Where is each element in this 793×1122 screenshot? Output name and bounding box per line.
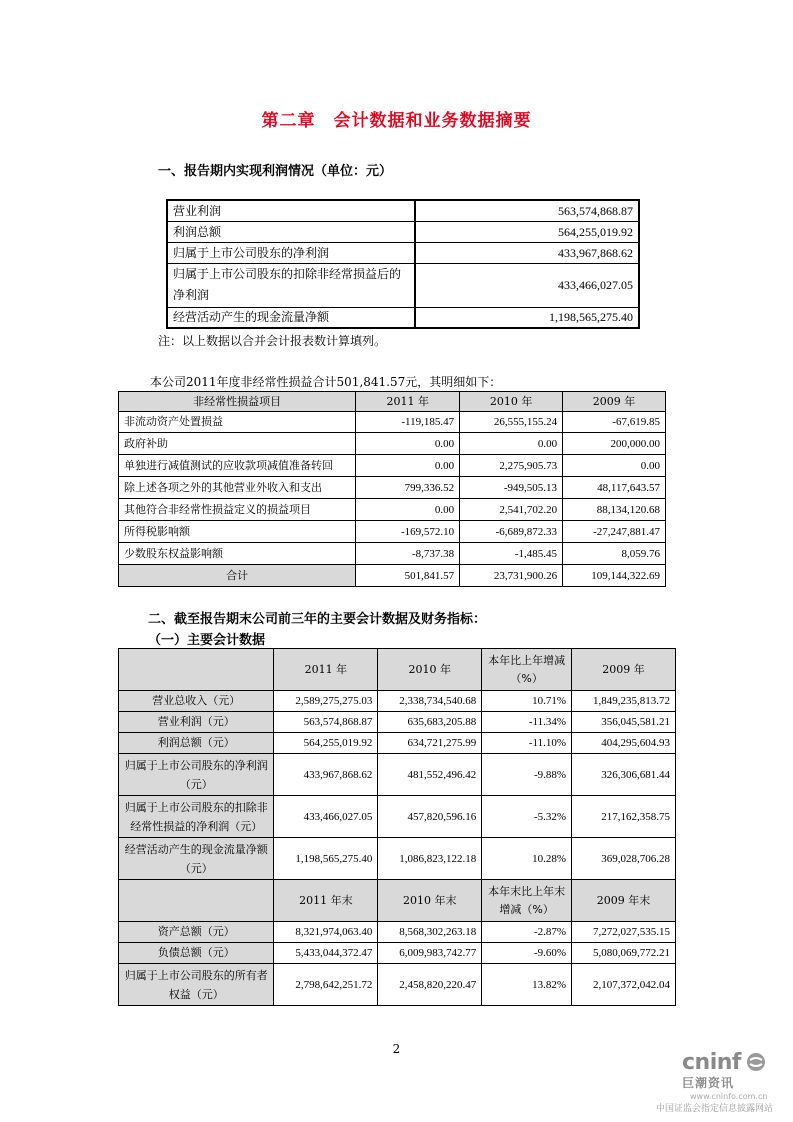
cell-value: -9.88% xyxy=(482,754,572,796)
cell-value: 48,117,643.57 xyxy=(563,477,666,499)
section2-subheading: （一）主要会计数据 xyxy=(148,633,266,648)
table-row xyxy=(119,543,666,565)
column-header: 2011 年 xyxy=(274,649,378,691)
table-row xyxy=(119,964,676,1006)
row-item: 合计 xyxy=(119,565,356,587)
row-item: 单独进行减值测试的应收款项减值准备转回 xyxy=(119,455,356,477)
row-value: 1,198,565,275.40 xyxy=(415,307,639,328)
row-item: 资产总额（元） xyxy=(119,922,274,943)
cell-value: 457,820,596.16 xyxy=(378,796,482,838)
cell-value: -949,505.13 xyxy=(460,477,563,499)
cell-value: -5.32% xyxy=(482,796,572,838)
cell-value: -11.10% xyxy=(482,733,572,754)
section1-note: 注：以上数据以合并会计报表数计算填列。 xyxy=(158,334,387,348)
row-value: 433,967,868.62 xyxy=(415,242,639,263)
row-item: 非流动资产处置损益 xyxy=(119,412,356,433)
chapter-number: 第二章 xyxy=(261,111,316,131)
cell-value: 2,458,820,220.47 xyxy=(378,964,482,1006)
row-value: 564,255,019.92 xyxy=(415,221,639,242)
cell-value: 563,574,868.87 xyxy=(274,712,378,733)
table-row xyxy=(167,200,639,221)
cell-value: 501,841.57 xyxy=(356,565,460,587)
cell-value: 356,045,581.21 xyxy=(572,712,676,733)
cell-value: 26,555,155.24 xyxy=(460,412,563,433)
table-row xyxy=(119,433,666,455)
cell-value: 0.00 xyxy=(460,433,563,455)
table-row xyxy=(167,221,639,242)
table-row xyxy=(119,455,666,477)
column-header: 2010 年末 xyxy=(378,880,482,922)
table-row xyxy=(167,263,639,307)
row-item: 其他符合非经常性损益定义的损益项目 xyxy=(119,499,356,521)
table-row xyxy=(119,499,666,521)
cell-value: 1,086,823,122.18 xyxy=(378,838,482,880)
page-number: 2 xyxy=(392,1042,401,1056)
cell-value: -1,485.45 xyxy=(460,543,563,565)
table-header-row xyxy=(119,649,676,691)
column-header: 2010 年 xyxy=(460,392,563,412)
cell-value: 2,107,372,042.04 xyxy=(572,964,676,1006)
table-header-row xyxy=(119,880,676,922)
table-row xyxy=(119,796,676,838)
row-item: 归属于上市公司股东的扣除非经常性损益的净利润（元） xyxy=(119,796,274,838)
chapter-name: 会计数据和业务数据摘要 xyxy=(333,111,532,131)
cell-value: 481,552,496.42 xyxy=(378,754,482,796)
brand-logo: cninf xyxy=(682,1050,741,1075)
cell-value: 0.00 xyxy=(356,455,460,477)
cell-value: 404,295,604.93 xyxy=(572,733,676,754)
cell-value: 1,198,565,275.40 xyxy=(274,838,378,880)
cell-value: 7,272,027,535.15 xyxy=(572,922,676,943)
cell-value: 217,162,358.75 xyxy=(572,796,676,838)
cell-value: 8,059.76 xyxy=(563,543,666,565)
row-value: 433,466,027.05 xyxy=(415,263,639,307)
cell-value: 369,028,706.28 xyxy=(572,838,676,880)
cell-value: -6,689,872.33 xyxy=(460,521,563,543)
cell-value: 109,144,322.69 xyxy=(563,565,666,587)
cell-value: 0.00 xyxy=(356,499,460,521)
cell-value: 23,731,900.26 xyxy=(460,565,563,587)
table-row xyxy=(167,242,639,263)
row-item: 政府补助 xyxy=(119,433,356,455)
row-label: 经营活动产生的现金流量净额 xyxy=(167,307,415,328)
profit-summary-table xyxy=(166,199,640,329)
cell-value: 2,338,734,540.68 xyxy=(378,691,482,712)
column-header: 2011 年末 xyxy=(274,880,378,922)
chapter-title xyxy=(0,106,793,131)
cell-value: -27,247,881.47 xyxy=(563,521,666,543)
cell-value: -119,185.47 xyxy=(356,412,460,433)
row-item: 除上述各项之外的其他营业外收入和支出 xyxy=(119,477,356,499)
cell-value: 2,275,905.73 xyxy=(460,455,563,477)
cell-value: -8,737.38 xyxy=(356,543,460,565)
column-header xyxy=(119,880,274,922)
cell-value: 2,589,275,275.03 xyxy=(274,691,378,712)
table-row xyxy=(119,412,666,433)
column-header: 非经常性损益项目 xyxy=(119,392,356,412)
row-item: 营业总收入（元） xyxy=(119,691,274,712)
section2-heading: 二、截至报告期末公司前三年的主要会计数据及财务指标： xyxy=(148,612,487,627)
cell-value: 1,849,235,813.72 xyxy=(572,691,676,712)
cell-value: 8,321,974,063.40 xyxy=(274,922,378,943)
row-item: 负债总额（元） xyxy=(119,943,274,964)
cell-value: 0.00 xyxy=(356,433,460,455)
cell-value: -9.60% xyxy=(482,943,572,964)
cell-value: 88,134,120.68 xyxy=(563,499,666,521)
table-row xyxy=(119,838,676,880)
column-header xyxy=(119,649,274,691)
row-label: 营业利润 xyxy=(167,200,415,221)
row-item: 经营活动产生的现金流量净额（元） xyxy=(119,838,274,880)
column-header: 本年比上年增减（%） xyxy=(482,649,572,691)
row-label: 归属于上市公司股东的扣除非经常损益后的净利润 xyxy=(167,263,415,307)
table-row xyxy=(119,712,676,733)
table-row xyxy=(119,754,676,796)
row-item: 少数股东权益影响额 xyxy=(119,543,356,565)
row-item: 所得税影响额 xyxy=(119,521,356,543)
nonrecurring-table xyxy=(118,391,666,587)
cell-value: 564,255,019.92 xyxy=(274,733,378,754)
column-header: 2010 年 xyxy=(378,649,482,691)
table-row xyxy=(119,691,676,712)
row-value: 563,574,868.87 xyxy=(415,200,639,221)
cell-value: 799,336.52 xyxy=(356,477,460,499)
cell-value: 326,306,681.44 xyxy=(572,754,676,796)
row-label: 归属于上市公司股东的净利润 xyxy=(167,242,415,263)
cell-value: 6,009,983,742.77 xyxy=(378,943,482,964)
table-row xyxy=(119,943,676,964)
nonrecurring-intro: 本公司2011年度非经常性损益合计501,841.57元，其明细如下： xyxy=(150,375,502,389)
cell-value: 634,721,275.99 xyxy=(378,733,482,754)
cell-value: 5,433,044,372.47 xyxy=(274,943,378,964)
table-total-row xyxy=(119,565,666,587)
cell-value: 635,683,205.88 xyxy=(378,712,482,733)
row-item: 营业利润（元） xyxy=(119,712,274,733)
brand-url: www.cninfo.com.cn xyxy=(690,1092,768,1101)
column-header: 2009 年末 xyxy=(572,880,676,922)
row-label: 利润总额 xyxy=(167,221,415,242)
cell-value: 2,798,642,251.72 xyxy=(274,964,378,1006)
brand-tagline: 中国证监会指定信息披露网站 xyxy=(656,1104,774,1114)
cell-value: 5,080,069,772.21 xyxy=(572,943,676,964)
column-header: 2011 年 xyxy=(356,392,460,412)
cell-value: -169,572.10 xyxy=(356,521,460,543)
cell-value: 433,466,027.05 xyxy=(274,796,378,838)
section1-heading: 一、报告期内实现利润情况（单位：元） xyxy=(158,164,393,179)
column-header: 2009 年 xyxy=(572,649,676,691)
row-item: 利润总额（元） xyxy=(119,733,274,754)
cell-value: 0.00 xyxy=(563,455,666,477)
table-row xyxy=(167,307,639,328)
brand-swirl-icon xyxy=(746,1052,766,1072)
cell-value: -2.87% xyxy=(482,922,572,943)
column-header: 2009 年 xyxy=(563,392,666,412)
cell-value: 10.28% xyxy=(482,838,572,880)
row-item: 归属于上市公司股东的净利润（元） xyxy=(119,754,274,796)
table-row xyxy=(119,922,676,943)
column-header: 本年末比上年末增减（%） xyxy=(482,880,572,922)
table-row xyxy=(119,733,676,754)
row-item: 归属于上市公司股东的所有者权益（元） xyxy=(119,964,274,1006)
cell-value: 200,000.00 xyxy=(563,433,666,455)
cell-value: 433,967,868.62 xyxy=(274,754,378,796)
cell-value: -67,619.85 xyxy=(563,412,666,433)
table-header-row xyxy=(119,392,666,412)
cell-value: 13.82% xyxy=(482,964,572,1006)
key-accounting-data-table xyxy=(118,648,676,1006)
table-row xyxy=(119,477,666,499)
cell-value: 8,568,302,263.18 xyxy=(378,922,482,943)
cell-value: 10.71% xyxy=(482,691,572,712)
cell-value: -11.34% xyxy=(482,712,572,733)
brand-name-cn: 巨潮资讯 xyxy=(682,1076,735,1090)
cell-value: 2,541,702.20 xyxy=(460,499,563,521)
table-row xyxy=(119,521,666,543)
